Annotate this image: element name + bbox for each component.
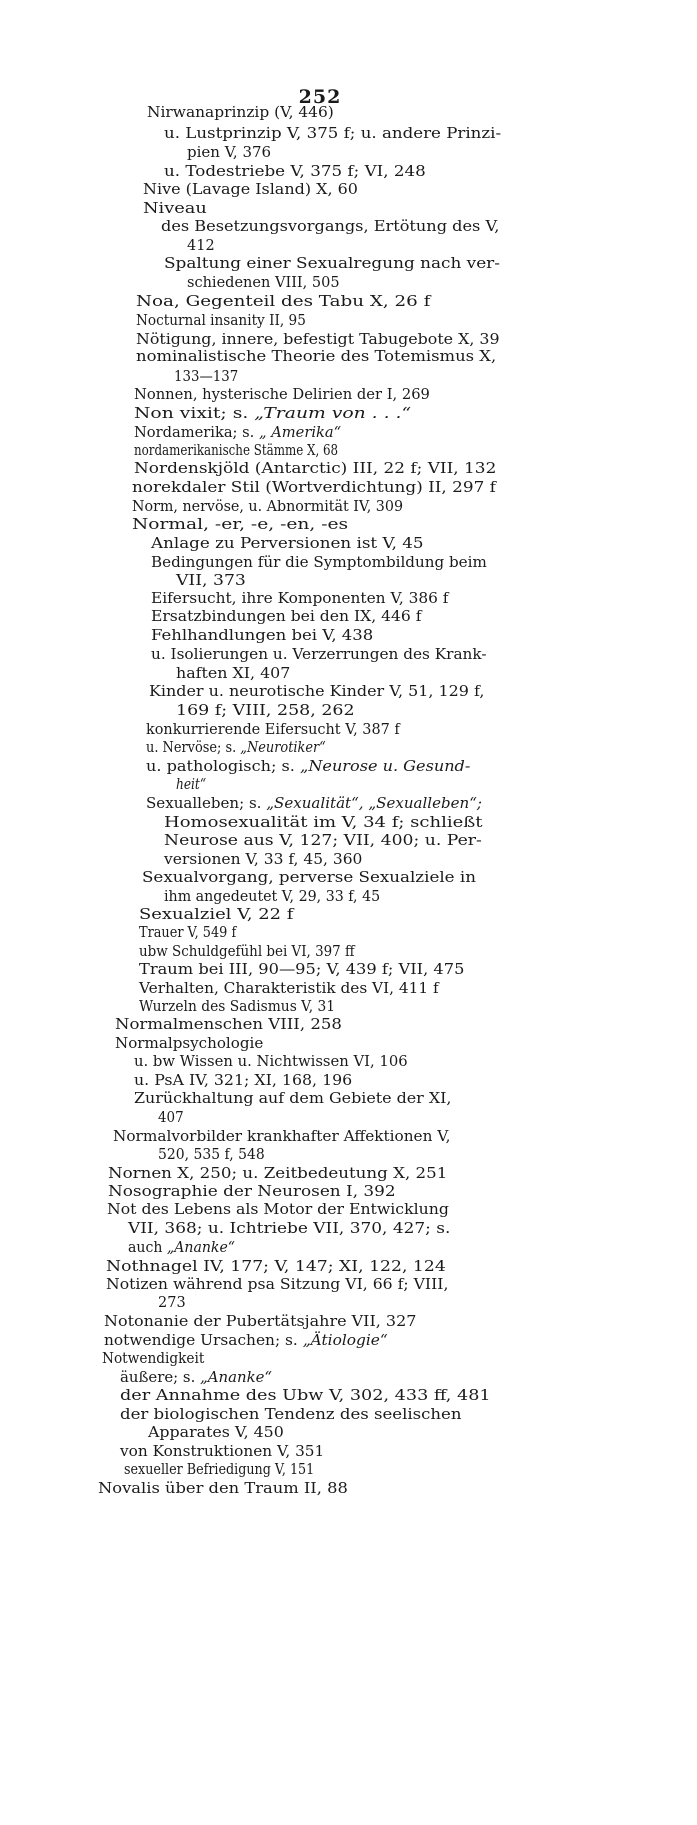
index-line <box>151 589 449 608</box>
index-line <box>120 1405 462 1424</box>
index-line <box>139 960 464 979</box>
index-line <box>132 497 403 516</box>
index-line <box>136 292 430 311</box>
index-line-text: Nirwanaprinzip (V, 446) <box>147 103 334 121</box>
index-line <box>102 1349 204 1368</box>
index-line <box>106 1257 446 1276</box>
index-line <box>128 1238 235 1257</box>
index-line-text: Verhalten, Charakteristik des VI, 411 f <box>139 979 439 997</box>
index-line <box>146 720 400 739</box>
index-line-text: Niveau <box>143 199 207 217</box>
index-line <box>151 553 487 572</box>
index-line <box>151 534 424 553</box>
index-line-reference: „Sexualität“, „Sexualleben“; <box>266 794 483 812</box>
index-line-text: versionen V, 33 f, 45, 360 <box>164 850 363 868</box>
index-line <box>132 515 348 534</box>
index-line <box>134 1089 452 1108</box>
index-line <box>164 850 362 869</box>
index-line <box>143 180 358 199</box>
index-line <box>174 367 238 386</box>
index-line <box>139 997 335 1016</box>
index-line <box>158 1293 186 1312</box>
index-line-text: der Annahme des Ubw V, 302, 433 ff, 481 <box>120 1386 491 1404</box>
index-line-text: VII, 373 <box>176 571 246 589</box>
index-line-text: Spaltung einer Sexualregung nach ver- <box>164 254 500 272</box>
index-line <box>151 626 373 645</box>
index-line-text: äußere; s. <box>120 1368 201 1386</box>
index-line <box>115 1034 263 1053</box>
index-line <box>146 794 482 813</box>
index-line-text: Trauer V, 549 f <box>139 923 237 941</box>
index-line-text: VII, 368; u. Ichtriebe VII, 370, 427; s. <box>128 1219 451 1237</box>
index-line-reference: „Neurose u. Gesund- <box>299 757 471 775</box>
index-line <box>187 273 340 292</box>
page-number: 252 <box>298 86 342 108</box>
index-line <box>115 1015 342 1034</box>
index-line <box>120 1386 491 1405</box>
index-line-text: Nocturnal insanity II, 95 <box>136 311 306 329</box>
index-line <box>187 236 215 255</box>
index-line-text: Nonnen, hysterische Delirien der I, 269 <box>134 385 430 403</box>
index-line-text: Notonanie der Pubertätsjahre VII, 327 <box>104 1312 417 1330</box>
index-line <box>176 775 206 794</box>
index-line <box>98 1479 348 1498</box>
index-line-text: von Konstruktionen V, 351 <box>120 1442 325 1460</box>
index-line-reference: „Ananke“ <box>166 1238 236 1256</box>
index-line-text: Nordamerika; s. <box>134 423 259 441</box>
index-line <box>146 757 470 776</box>
index-line-text: des Besetzungsvorgangs, Ertötung des V, <box>161 217 500 235</box>
index-line <box>149 682 484 701</box>
index-line <box>151 645 487 664</box>
index-line-text: nordamerikanische Stämme X, 68 <box>134 441 339 459</box>
index-line-text: Not des Lebens als Motor der Entwicklung <box>107 1200 449 1218</box>
index-line-text: sexueller Befriedigung V, 151 <box>124 1460 315 1478</box>
index-line <box>143 199 207 218</box>
index-line <box>164 254 500 273</box>
index-line-text: u. bw Wissen u. Nichtwissen VI, 106 <box>134 1052 408 1070</box>
index-line <box>134 459 496 478</box>
index-line-text: konkurrierende Eifersucht V, 387 f <box>146 720 400 738</box>
index-line-text: Anlage zu Perversionen ist V, 45 <box>151 534 424 552</box>
index-line <box>147 103 334 122</box>
index-line-text: Eifersucht, ihre Komponenten V, 386 f <box>151 589 449 607</box>
index-line-text: Traum bei III, 90—95; V, 439 f; VII, 475 <box>139 960 465 978</box>
index-line-text: nominalistische Theorie des Totemismus X, <box>136 347 497 365</box>
index-line <box>120 1442 324 1461</box>
index-line-text: norekdaler Stil (Wortverdichtung) II, 297 f <box>132 478 496 496</box>
index-line-reference: „Neurotiker“ <box>240 738 326 756</box>
index-line-text: Norm, nervöse, u. Abnormität IV, 309 <box>132 497 404 515</box>
index-line-text: 407 <box>158 1108 184 1126</box>
index-line-text: Notwendigkeit <box>102 1349 205 1367</box>
index-line <box>148 1423 284 1442</box>
index-line-text: Nosographie der Neurosen I, 392 <box>108 1182 396 1200</box>
index-line-text: Noa, Gegenteil des Tabu X, 26 f <box>136 292 431 310</box>
index-line-text: Nive (Lavage Island) X, 60 <box>143 180 358 198</box>
index-line <box>108 1182 396 1201</box>
index-line <box>120 1368 272 1387</box>
index-line <box>139 905 293 924</box>
index-line-text: Nordenskjöld (Antarctic) III, 22 f; VII, 132 <box>134 459 497 477</box>
index-line-text: Apparates V, 450 <box>148 1423 284 1441</box>
index-line-text: Sexualziel V, 22 f <box>139 905 294 923</box>
index-line <box>128 1219 450 1238</box>
index-line-text: u. Lustprinzip V, 375 f; u. andere Prinzi- <box>164 124 502 142</box>
index-line <box>134 423 341 442</box>
index-line-text: 169 f; VIII, 258, 262 <box>176 701 355 719</box>
index-line <box>134 385 430 404</box>
index-line <box>124 1460 314 1479</box>
index-line <box>132 478 496 497</box>
index-line <box>104 1331 388 1350</box>
index-line-text: 412 <box>187 236 215 254</box>
index-line <box>142 868 476 887</box>
index-line-text: u. PsA IV, 321; XI, 168, 196 <box>134 1071 353 1089</box>
index-line-text: Notizen während psa Sitzung VI, 66 f; VIII, <box>106 1275 449 1293</box>
index-line-reference: „Ätiologie“ <box>302 1331 388 1349</box>
index-line <box>134 404 411 423</box>
index-line-text: Normal, -er, -e, -en, -es <box>132 515 349 533</box>
index-line <box>164 831 482 850</box>
index-line-text: pien V, 376 <box>187 143 272 161</box>
index-line-text: Kinder u. neurotische Kinder V, 51, 129 f, <box>149 682 485 700</box>
index-line-text: Nornen X, 250; u. Zeitbedeutung X, 251 <box>108 1164 448 1182</box>
index-line-text: Sexualleben; s. <box>146 794 267 812</box>
index-line <box>108 1164 447 1183</box>
index-line-text: u. Isolierungen u. Verzerrungen des Krank- <box>151 645 487 663</box>
index-line-text: Normalpsychologie <box>115 1034 264 1052</box>
index-line-text: Sexualvorgang, perverse Sexualziele in <box>142 868 476 886</box>
index-line <box>107 1200 449 1219</box>
index-line-text: Novalis über den Traum II, 88 <box>98 1479 348 1497</box>
index-line <box>151 607 422 626</box>
index-line <box>176 701 355 720</box>
index-line <box>164 162 426 181</box>
index-line <box>134 1052 408 1071</box>
index-line-text: der biologischen Tendenz des seelischen <box>120 1405 462 1423</box>
index-line-reference: „ Amerika“ <box>258 423 342 441</box>
index-line-text: u. Nervöse; s. <box>146 738 241 756</box>
index-line-text: 133—137 <box>174 367 239 385</box>
index-line-reference: heit“ <box>176 775 207 793</box>
index-line <box>164 887 380 906</box>
index-line-text: Neurose aus V, 127; VII, 400; u. Per- <box>164 831 482 849</box>
index-line <box>139 979 439 998</box>
index-line-text: Nothnagel IV, 177; V, 147; XI, 122, 124 <box>106 1257 446 1275</box>
index-line <box>158 1108 184 1127</box>
index-line-text: notwendige Ursachen; s. <box>104 1331 303 1349</box>
index-line <box>113 1127 450 1146</box>
index-line-text: Normalvorbilder krankhafter Affektionen V, <box>113 1127 451 1145</box>
index-line <box>161 217 499 236</box>
index-line-text: ubw Schuldgefühl bei VI, 397 ff <box>139 942 355 960</box>
index-line <box>164 124 501 143</box>
index-line <box>136 311 306 330</box>
index-line <box>136 347 496 366</box>
index-line <box>158 1145 265 1164</box>
index-line-text: Bedingungen für die Symptombildung beim <box>151 553 487 571</box>
index-line-text: auch <box>128 1238 167 1256</box>
index-line <box>146 738 326 757</box>
index-line <box>176 664 290 683</box>
index-line-text: haften XI, 407 <box>176 664 291 682</box>
index-line <box>176 571 246 590</box>
index-line-text: Normalmenschen VIII, 258 <box>115 1015 342 1033</box>
index-line <box>187 143 271 162</box>
index-line-text: Nötigung, innere, befestigt Tabugebote X, 39 <box>136 330 500 348</box>
index-line <box>164 813 483 832</box>
index-line-text: Wurzeln des Sadismus V, 31 <box>139 997 336 1015</box>
index-line-text: ihm angedeutet V, 29, 33 f, 45 <box>164 887 381 905</box>
index-line <box>139 923 236 942</box>
index-line <box>139 942 355 961</box>
index-line-reference: „Ananke“ <box>200 1368 273 1386</box>
index-line <box>106 1275 448 1294</box>
index-line <box>104 1312 416 1331</box>
index-line-text: u. pathologisch; s. <box>146 757 300 775</box>
index-line <box>134 1071 352 1090</box>
index-line-text: Ersatzbindungen bei den IX, 446 f <box>151 607 422 625</box>
index-line-text: Fehlhandlungen bei V, 438 <box>151 626 374 644</box>
index-line <box>134 441 338 460</box>
index-line-text: Homosexualität im V, 34 f; schließt <box>164 813 483 831</box>
index-line-text: 520, 535 f, 548 <box>158 1145 265 1163</box>
index-line-text: Zurückhaltung auf dem Gebiete der XI, <box>134 1089 452 1107</box>
index-line-text: schiedenen VIII, 505 <box>187 273 340 291</box>
index-line-text: 273 <box>158 1293 186 1311</box>
index-line-reference: „Traum von . . .“ <box>254 404 412 422</box>
index-line-text: Non vixit; s. <box>134 404 255 422</box>
index-line-text: u. Todestriebe V, 375 f; VI, 248 <box>164 162 426 180</box>
